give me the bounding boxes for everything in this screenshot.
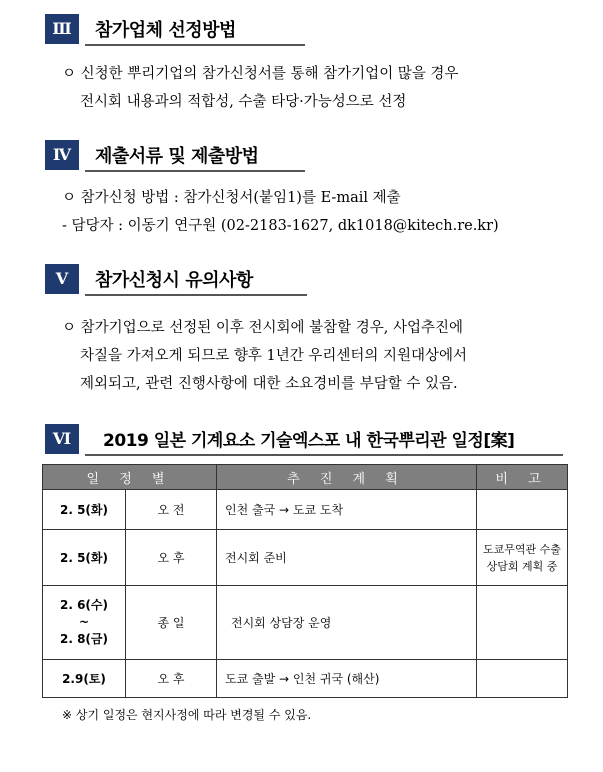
time-cell: 오 후 <box>126 660 217 698</box>
plan-cell: 도쿄 출발 → 인천 귀국 (해산) <box>217 660 477 698</box>
time-cell: 오 후 <box>126 530 217 586</box>
date-cell: 2. 5(화) <box>43 530 126 586</box>
col-header-note: 비 고 <box>477 465 568 490</box>
col-header-plan: 추 진 계 획 <box>217 465 477 490</box>
date-end: 2. 8(금) <box>60 632 108 646</box>
table-row <box>43 586 568 660</box>
footnote: ※ 상기 일정은 현지사정에 따라 변경될 수 있음. <box>62 708 312 722</box>
note-cell <box>477 660 568 698</box>
s4-line2: - 담당자 : 이동기 연구원 (02-2183-1627, dk1018@kitech.re.kr) <box>62 218 499 234</box>
section-underline <box>85 170 305 172</box>
section-number: Ⅲ <box>45 14 79 44</box>
table-row <box>43 660 568 698</box>
s3-line1: ㅇ 신청한 뿌리기업의 참가신청서를 통해 참가기업이 많을 경우 <box>62 66 459 82</box>
note-cell: 도쿄무역관 수출상담회 계획 중 <box>477 530 568 586</box>
s5-line1: ㅇ 참가기업으로 선정된 이후 전시회에 불참할 경우, 사업추진에 <box>62 320 464 336</box>
date-separator: ~ <box>78 615 90 629</box>
s5-line3: 제외되고, 관련 진행사항에 대한 소요경비를 부담할 수 있음. <box>80 376 458 392</box>
section-underline <box>85 454 563 456</box>
section-underline <box>85 44 305 46</box>
section-underline <box>85 294 307 296</box>
s3-line2: 전시회 내용과의 적합성, 수출 타당·가능성으로 선정 <box>80 94 407 110</box>
time-cell: 오 전 <box>126 490 217 530</box>
section-title: 제출서류 및 제출방법 <box>95 146 259 167</box>
date-cell: 2. 5(화) <box>43 490 126 530</box>
schedule-table <box>42 464 568 698</box>
s5-line2: 차질을 가져오게 되므로 향후 1년간 우리센터의 지원대상에서 <box>80 348 468 364</box>
plan-cell: 전시회 준비 <box>217 530 477 586</box>
date-cell: 2.9(토) <box>43 660 126 698</box>
section-title: 2019 일본 기계요소 기술엑스포 내 한국뿌리관 일정[案] <box>103 431 515 451</box>
section-number: Ⅳ <box>45 140 79 170</box>
section-number: Ⅴ <box>45 264 79 294</box>
table-row <box>43 530 568 586</box>
note-cell <box>477 490 568 530</box>
date-cell <box>43 586 126 660</box>
section-number: Ⅵ <box>45 424 79 454</box>
plan-cell: 인천 출국 → 도쿄 도착 <box>217 490 477 530</box>
col-header-date: 일 정 별 <box>43 465 217 490</box>
table-header-row <box>43 465 568 490</box>
table-row <box>43 490 568 530</box>
note-cell <box>477 586 568 660</box>
section-title: 참가업체 선정방법 <box>95 20 236 41</box>
time-cell: 종 일 <box>126 586 217 660</box>
plan-cell: 전시회 상담장 운영 <box>217 586 477 660</box>
s4-line1: ㅇ 참가신청 방법 : 참가신청서(붙임1)를 E-mail 제출 <box>62 190 401 206</box>
date-start: 2. 6(수) <box>60 598 108 612</box>
section-title: 참가신청시 유의사항 <box>95 270 253 291</box>
